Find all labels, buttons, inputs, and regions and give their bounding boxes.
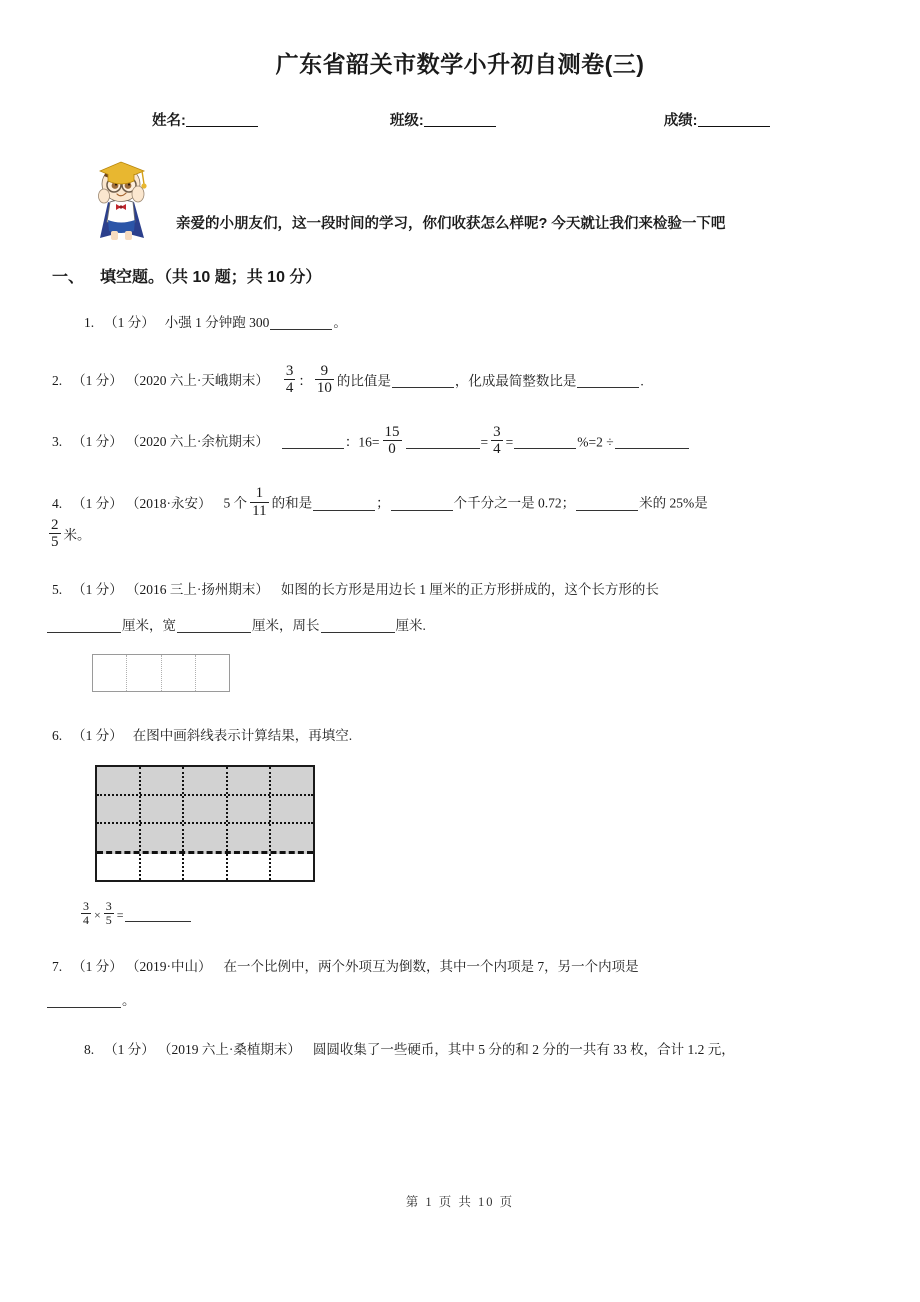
question-7-continued — [0, 987, 920, 1015]
question-source: （2019 六上·桑植期末） — [164, 1042, 301, 1058]
fraction-two-fifths — [49, 517, 61, 550]
section-meta: （共 10 题；共 10 分） — [164, 269, 322, 286]
fraction-denominator: 4 — [83, 913, 89, 928]
question-source: （2020 六上·余杭期末） — [132, 434, 269, 450]
answer-blank-4[interactable] — [615, 448, 689, 449]
answer-blank-1[interactable] — [313, 510, 375, 511]
grid-cell — [184, 767, 228, 794]
question-7 — [0, 953, 920, 981]
strip-cell — [162, 655, 196, 691]
grid-cell — [141, 796, 185, 823]
score-blank[interactable] — [698, 126, 770, 127]
fraction-numerator: 1 — [255, 485, 264, 502]
question-1 — [0, 309, 920, 337]
question-score: （1 分） — [72, 582, 123, 598]
fraction-three-quarters — [491, 424, 503, 457]
grid-row-shaded — [97, 824, 313, 854]
question-number: 2. — [52, 373, 63, 389]
grid-cell — [271, 824, 313, 851]
rectangle-strip-figure — [92, 654, 230, 692]
student-identity-row — [0, 109, 920, 130]
answer-blank-1[interactable] — [392, 387, 454, 388]
equals-sign: = — [116, 908, 124, 923]
grid-row-shaded — [97, 767, 313, 796]
grid-cell — [97, 796, 141, 823]
fraction-denominator: 10 — [316, 379, 332, 396]
question-number: 3. — [52, 434, 63, 450]
question-text-2: ，化成最简整数比是 — [454, 373, 577, 389]
question-source: （2019·中山） — [132, 959, 212, 975]
score-label: 成绩: — [663, 113, 698, 129]
question-6 — [0, 722, 920, 750]
question-text-2: 的和是 — [271, 495, 313, 511]
multiplication-sign: × — [94, 908, 101, 923]
question-text-2: = — [480, 434, 489, 450]
question-score: （1 分） — [72, 495, 123, 511]
answer-blank-2[interactable] — [391, 510, 453, 511]
answer-blank[interactable] — [270, 329, 332, 330]
name-field[interactable] — [152, 109, 258, 130]
question-text: 小强 1 分钟跑 300 — [164, 315, 270, 330]
answer-blank[interactable] — [125, 921, 191, 922]
question-source: （2018·永安） — [132, 495, 212, 511]
question-score: （1 分） — [72, 434, 123, 450]
grid-cell — [271, 854, 313, 881]
ratio-separator: ： — [298, 373, 312, 389]
grid-cell — [184, 854, 228, 881]
question-text-4: 个千分之一是 0.72； — [453, 495, 576, 511]
question-text: 5 个 — [223, 495, 248, 511]
question-text-end: 。 — [333, 315, 347, 330]
question-text-3: ； — [376, 495, 390, 511]
answer-blank-3[interactable] — [576, 510, 638, 511]
fraction-denominator: 0 — [383, 440, 402, 457]
ident-spacer-1 — [258, 109, 390, 130]
question-text-3: = — [505, 434, 514, 450]
question-text-end: 米。 — [63, 527, 91, 543]
grid-cell — [97, 824, 141, 851]
grid-cell — [228, 824, 272, 851]
page-footer: 第 1 页 共 10 页 — [405, 1195, 515, 1209]
grid-cell — [271, 767, 313, 794]
grid-row-blank — [97, 854, 313, 881]
strip-cell — [93, 655, 127, 691]
question-number: 7. — [52, 959, 63, 975]
ident-spacer-2 — [496, 109, 664, 130]
question-number: 5. — [52, 582, 63, 598]
fraction-denominator: 5 — [51, 533, 59, 550]
answer-blank-1[interactable] — [47, 632, 121, 633]
fraction-numerator: 3 — [493, 424, 501, 441]
question-number: 1. — [84, 315, 95, 330]
question-5-continued — [0, 612, 920, 640]
question-source: （2020 六上·天峨期末） — [132, 373, 269, 389]
question-text-2: 厘米，宽 — [122, 617, 176, 633]
grid-cell — [97, 854, 141, 881]
class-blank[interactable] — [424, 126, 496, 127]
answer-blank-3[interactable] — [514, 448, 576, 449]
question-5 — [0, 576, 920, 604]
answer-blank-3[interactable] — [321, 632, 395, 633]
answer-blank[interactable] — [47, 1007, 121, 1008]
name-label: 姓名: — [152, 113, 186, 129]
question-text-end: 。 — [122, 992, 136, 1008]
question-8 — [0, 1036, 920, 1064]
question-text: 在一个比例中，两个外项互为倒数，其中一个内项是 7，另一个内项是 — [223, 959, 639, 975]
page-title: 广东省韶关市数学小升初自测卷(三) — [275, 51, 645, 77]
fraction-numerator: 3 — [105, 899, 112, 914]
answer-blank-2[interactable] — [577, 387, 639, 388]
grid-cell — [228, 796, 272, 823]
fraction-numerator: 2 — [51, 516, 59, 533]
question-number: 4. — [52, 495, 63, 511]
fraction-numerator: 9 — [320, 362, 329, 379]
question-4 — [0, 485, 920, 518]
question-text: 圆圆收集了一些硬币，其中 5 分的和 2 分的一共有 33 枚，合计 1.2 元， — [312, 1042, 735, 1058]
question-3 — [0, 424, 920, 457]
question-score: （1 分） — [104, 1042, 155, 1058]
fraction-denominator: 4 — [285, 379, 294, 396]
fraction-denominator: 11 — [252, 502, 267, 519]
fraction-three-fifths — [104, 900, 114, 927]
fraction-one-eleventh — [250, 485, 268, 518]
question-text: 如图的长方形是用边长 1 厘米的正方形拼成的，这个长方形的长 — [280, 582, 659, 598]
answer-blank-2[interactable] — [406, 448, 480, 449]
fraction-denominator: 5 — [105, 913, 112, 928]
question-text-4: 厘米. — [395, 617, 426, 633]
grid-cell — [141, 767, 185, 794]
question-number: 8. — [84, 1042, 95, 1058]
question-4-continued — [0, 517, 920, 550]
fraction-three-quarters — [81, 900, 91, 927]
class-field[interactable] — [390, 109, 496, 130]
section-title: 填空题。 — [100, 269, 165, 286]
question-text: ：16= — [344, 434, 380, 450]
grid-cell — [184, 824, 228, 851]
fraction-denominator: 4 — [493, 441, 501, 458]
question-text: 的比值是 — [336, 373, 391, 389]
question-text-3: 厘米，周长 — [252, 617, 320, 633]
grid-cell — [271, 796, 313, 823]
class-label: 班级: — [389, 113, 424, 129]
grid-cell — [228, 767, 272, 794]
fraction-numerator: 15 — [384, 424, 400, 441]
greeting-text: 亲爱的小朋友们，这一段时间的学习，你们收获怎么样呢? 今天就让我们来检验一下吧 — [176, 216, 726, 232]
fraction-fifteen-over-blank — [383, 424, 402, 457]
fraction-three-quarters — [284, 363, 296, 396]
greeting-block — [0, 156, 920, 248]
question-score: （1 分） — [72, 373, 123, 389]
question-text-5: 米的 25%是 — [639, 495, 708, 511]
question-number: 6. — [52, 727, 63, 743]
question-6-expression — [78, 900, 920, 927]
question-score: （1 分） — [72, 959, 123, 975]
question-text-end: . — [640, 373, 644, 389]
grid-cell — [228, 854, 272, 881]
grid-cell — [141, 824, 185, 851]
graduate-boy-mascot-icon — [88, 154, 154, 242]
question-score: （1 分） — [104, 315, 155, 330]
answer-blank-1[interactable] — [282, 448, 344, 449]
score-field[interactable] — [664, 109, 770, 130]
strip-cell — [127, 655, 161, 691]
name-blank[interactable] — [186, 126, 258, 127]
fraction-grid-figure — [95, 765, 315, 882]
strip-cell — [196, 655, 229, 691]
grid-cell — [97, 767, 141, 794]
answer-blank-2[interactable] — [177, 632, 251, 633]
question-text: 在图中画斜线表示计算结果，再填空. — [132, 727, 353, 743]
question-text-4: %=2 ÷ — [577, 434, 614, 450]
grid-row-shaded — [97, 796, 313, 825]
fraction-numerator: 3 — [83, 899, 89, 914]
question-source: （2016 三上·扬州期末） — [132, 582, 269, 598]
section-number: 一、 — [52, 269, 85, 286]
section-heading-fill-in-blank — [0, 264, 920, 287]
grid-cell — [184, 796, 228, 823]
fraction-numerator: 3 — [285, 362, 294, 379]
question-2 — [0, 363, 920, 396]
fraction-nine-tenths — [315, 363, 334, 396]
question-score: （1 分） — [72, 727, 123, 743]
grid-cell — [141, 854, 185, 881]
